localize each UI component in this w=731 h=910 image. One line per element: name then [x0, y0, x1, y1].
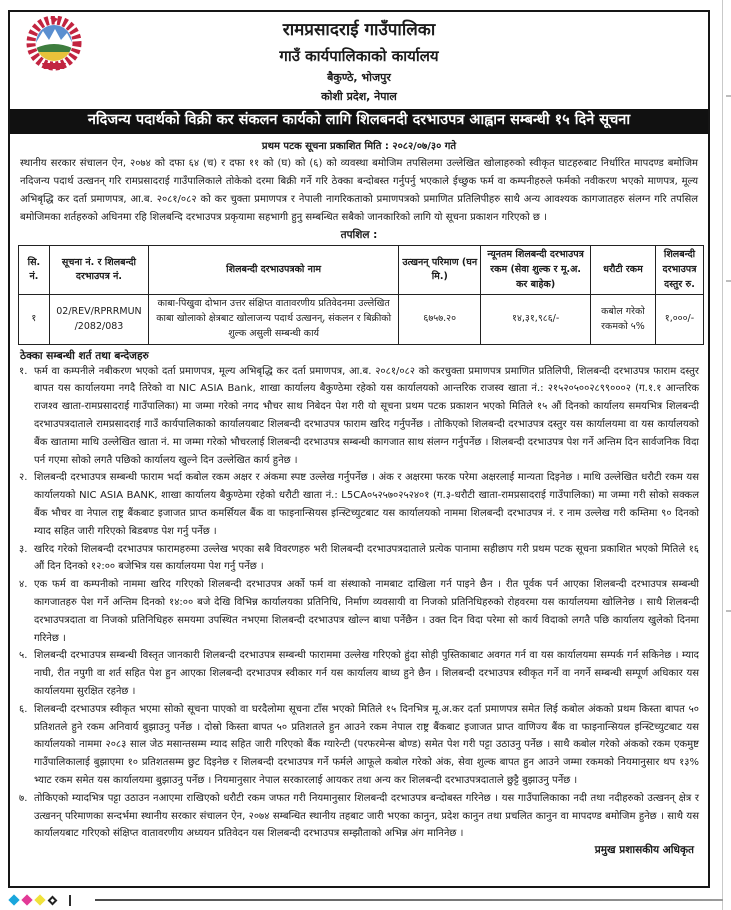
tender-table: [18, 245, 704, 344]
print-registration-marks: [10, 893, 71, 907]
notice-document: [8, 10, 710, 888]
clause-text: शिलबन्दी दरभाउपत्र स्वीकृत भएमा सोको सूचना पाएको वा घरदैलोमा सूचना टाँस भएको मितिले १५ दिनभित्र मू.अ.कर दर्ता प्रमाणपत्र समेत लिई कबोल अंकको प्रथम किस्ता बापत ५० प्रतिशतले हुने रकम अनिवार्य बुझाउनु पर्नेछ । दोस्रो किस्ता बापत ५० प्रतिशतले हुन आउने रकम नेपाल राष्ट्र बैंकबाट इजाजत प्राप्त वाणिज्य बैंक वा फाइनान्सियल इन्स्टिच्युटबाट यस कार्यालयको नाममा २०८३ साल जेठ मसान्तसम्म म्याद सहित जारी गरिएको बैंक ग्यारेन्टी (परफरमेन्स बोण्ड) समेत पेश गरी पट्टा उठाउनु पर्नेछ । साथै कबोल गरेको अंकको रकम एकमुष्ट गाउँपालिकालाई बुझाएमा १० प्रतिशतसम्म छुट दिइनेछ र शिलबन्दी दरभाउपत्र गर्ने फर्मले आफूले कबोल गरेको अंक, सेवा शुल्क बापत हुन आउने जम्मा रकमको नियमानुसार थप १३% भ्याट रकम समेत यस कार्यालयमा बुझाउनु पर्नेछ । नियमानुसार नेपाल सरकारलाई आयकर तथा अन्य कर शिलबन्दी दरभाउपत्रदाताले छुट्टै बुझाउनु पर्नेछ ।: [34, 703, 699, 786]
clause-number: २.: [19, 472, 28, 484]
terms-heading: ठेक्का सम्बन्धी शर्त तथा बन्देजहरु: [20, 349, 149, 362]
registration-diamond-cyan-icon: [8, 894, 19, 905]
clause-4: [19, 576, 699, 647]
nepal-emblem-logo: [22, 16, 86, 76]
newspaper-column-rule: [722, 0, 723, 910]
col-header-name: शिलबन्दी दरभाउपत्रको नाम: [149, 246, 399, 295]
col-header-notice-no: सूचना नं. र शिलबन्दी दरभाउपत्र नं.: [49, 246, 148, 295]
table-row: [19, 295, 704, 344]
clause-number: १.: [19, 365, 28, 377]
margin-tick: [726, 95, 731, 97]
clause-5: [19, 647, 699, 700]
terms-clauses: [10, 363, 708, 844]
cell-fee: १,०००/-: [656, 295, 704, 344]
cell-quantity: ६७५७.२०: [399, 295, 481, 344]
margin-tick: [726, 280, 731, 282]
col-header-min-amount: न्यूनतम शिलबन्दी दरभाउपत्र रकम (सेवा शुल्क र मू.अ. कर बाहेक): [481, 246, 591, 295]
clause-number: ६.: [19, 703, 28, 715]
signatory-title: प्रमुख प्रशासकीय अधिकृत: [594, 844, 694, 857]
registration-diamond-black-icon: [48, 895, 58, 905]
clause-7: [19, 790, 699, 843]
office-province: कोशी प्रदेश, नेपाल: [321, 89, 397, 103]
registration-diamond-yellow-icon: [34, 894, 45, 905]
office-address: बैकुण्ठे, भोजपुर: [327, 71, 391, 85]
intro-paragraph: स्थानीय सरकार संचालन ऐन, २०७४ को दफा ६४ (च) र दफा ११ को (घ) को (६) को व्यवस्था बमोजिम तपसिलमा उल्लेखित खोलाहरुको स्वीकृत घाटहरुबाट निर्धारित मापदण्ड बमोजिम नदिजन्य पदार्थ उत्खनन् गरि रामप्रसादराई गाउँपालिकाले तोकेको दरमा बिक्री गर्ने गरि ठेक्का बन्दोबस्त गर्नुपर्नु भएकाले ईच्छुक फर्म वा कम्पनीहरुले फर्मको नवीकरण भएको माणपत्र, मूल्य अभिबृद्धि कर दर्ता प्रमाणपत्र, आ.ब. २०८१/०८२ को कर चुक्ता प्रमाणपत्र र नेपाली नागरिकताको प्रमाणपत्रको प्रमाणित प्रतिलिपीहरु साथै अन्य आवश्यक कागजातहरु संलग्न गरि तपसिल बमोजिमका शर्तहरुको अधिनमा रहि शिलबन्दि दरभाउपत्र प्रकृयामा सहभागी हुनु सम्बन्धित सबैको जानकारिको लागि यो सूचना प्रकाशन गरिएको छ ।: [20, 157, 698, 224]
column-divider-line: [95, 899, 723, 901]
table-header-row: [19, 246, 704, 295]
clause-3: [19, 541, 699, 577]
clause-text: तोकिएको म्यादभित्र पट्टा उठाउन नआएमा राखिएको धरौटी रकम जफत गरी नियमानुसार शिलबन्दी दरभाउपत्र बन्दोबस्त गरिनेछ । यस गाउँपालिकाका नदी तथा नदीहरुको उत्खनन् क्षेत्र र उत्खनन् परिमाणका सन्दर्भमा स्थानीय सरकार संचालन ऐन, २०७४ सम्बन्धित स्थानीय तहबाट जारी भएका कानुन, प्रदेश कानुन तथा प्रचलित कानुन वा मापदण्ड बमोजिम हुनेछ । साथै यस कार्यालयबाट गरिएको संक्षिप्त वातावरणीय अध्ययन प्रतिवेदन यस शिलबन्दी दरभाउपत्र सम्झौताको अभिन्न अंग मानिनेछ ।: [34, 792, 699, 840]
tapasil-label: तपशिल :: [340, 229, 378, 242]
registration-diamond-magenta-icon: [21, 894, 32, 905]
cell-name: काबा-पिखुवा दोभान उत्तर संक्षिप्त वातावरणीय प्रतिवेदनमा उल्लेखित काबा खोलाको क्षेत्रबाट खोलाजन्य पदार्थ उत्खनन्, संकलन र बिक्रीको शुल्क असुली सम्बन्धी कार्य: [149, 295, 399, 344]
document-header: [10, 12, 708, 109]
col-header-quantity: उत्खनन् परिमाण (घन मि.): [399, 246, 481, 295]
clause-text: खरिद गरेको शिलबन्दी दरभाउपत्र फारामहरुमा उल्लेख भएका सबै विवरणहरु भरी शिलबन्दी दरभाउपत्रदाताले प्रत्येक पानामा सहीछाप गरी प्रथम पटक सूचना प्रकाशित भएको मितिले १६ औं दिन दिनको १२:०० बजेभित्र यस कार्यालयमा पेश गर्नु पर्नेछ ।: [34, 543, 699, 573]
margin-tick: [726, 610, 731, 612]
clause-2: [19, 469, 699, 540]
cell-sn: १: [19, 295, 50, 344]
cell-notice-no: 02/REV/RPRRMUN /2082/083: [49, 295, 148, 344]
office-name: गाउँ कार्यपालिकाको कार्यालय: [279, 46, 439, 65]
col-header-deposit: धरौटी रकम: [590, 246, 655, 295]
clause-text: शिलबन्दी दरभाउपत्र सम्बन्धी फाराम भर्दा कबोल रकम अक्षर र अंकमा स्पष्ट उल्लेख गर्नुपर्नेछ । अंक र अक्षरमा फरक परेमा अक्षरलाई मान्यता दिइनेछ । माथि उल्लेखित धरौटी रकम यस कार्यालयको NIC ASIA BANK, शाखा कार्यालय बैकुण्ठेमा रहेको धरौटी खाता नं.: L5CA०५२५७०२५२४०१ (ग.३-धरौटी खाता-रामप्रसादराई गाउँपालिका) मा जम्मा गरी सोको सक्कल बैंक भौचर वा नेपाल राष्ट्र बैंकबाट इजाजत प्राप्त कमर्सियल बैंक वा फाइनान्सियस इन्स्टिच्युटबाट यस कार्यालयको नाममा शिलबन्दी दरभाउपत्र नं. र नाम उल्लेख गरी कम्तिमा ९० दिनको म्याद सहित जारी गरिएको बिडबण्ड पेश गर्नु पर्नेछ ।: [34, 472, 699, 537]
clause-text: एक फर्म वा कम्पनीको नाममा खरिद गरिएको शिलबन्दी दरभाउपत्र अर्को फर्म वा संस्थाको नामबाट दाखिला गर्न पाइने छैन । रीत पूर्वक पर्न आएका शिलबन्दी दरभाउपत्र सम्बन्धी कागजातहरु पेश गर्ने अन्तिम दिनको १४:०० बजे देखि विभिन्न कार्यालयका प्रतिनिधि, निर्माण व्यवसायी वा निजको प्रतिनिधिहरुको रोहवरमा यस कार्यालयमा खोलिनेछ । साथै शिलबन्दी दरभाउपत्रदाता वा निजको प्रतिनिधिहरु समयमा उपस्थित नभएमा शिलबन्दी दरभाउपत्र खोल्न बाधा पर्नेछैन । उक्त दिन विदा परेमा सो कार्य विदाको लगतै पछि कार्यालय खुलेको दिनमा गरिनेछ ।: [34, 579, 699, 644]
clause-text: शिलबन्दी दरभाउपत्र सम्बन्धी विस्तृत जानकारी शिलबन्दी दरभाउपत्र सम्बन्धी फाराममा उल्लेख गरिएको हुंदा सोही पुस्तिकाबाट अवगत गर्न वा यस कार्यालयमा सम्पर्क गर्न सकिनेछ । म्याद नाघी, रीत नपुगी वा शर्त सहित पेश हुन आएका शिलबन्दी दरभाउपत्र स्वीकार गर्न यस कार्यालय बाध्य हुने छैन । शिलबन्दी दरभाउपत्र स्वीकृत गर्ने वा नगर्ने सम्बन्धी सम्पूर्ण अधिकार यस कार्यालयमा सुरक्षित रहनेछ ।: [34, 650, 699, 697]
clause-1: [19, 363, 699, 470]
clause-number: ४.: [19, 579, 28, 591]
cell-min-amount: १४,३१,९८६/-: [481, 295, 591, 344]
cell-deposit: कबोल गरेको रकमको ५%: [590, 295, 655, 344]
registration-tick: [69, 895, 71, 906]
published-date-line: प्रथम पटक सूचना प्रकाशित मिति : २०८२/०७/३० गते: [261, 140, 457, 152]
col-header-sn: सि. नं.: [19, 246, 50, 295]
col-header-fee: शिलबन्दी दरभाउपत्र दस्तुर रु.: [656, 246, 704, 295]
clause-number: ५.: [19, 650, 28, 662]
clause-text: फर्म वा कम्पनीले नबीकरण भएको दर्ता प्रमाणपत्र, मूल्य अभिबृद्धि कर दर्ता प्रमाणपत्र, आ.ब. २०८१/०८२ को करचुक्ता प्रमाणपत्र प्रमाणित प्रतिलिपी, शिलबन्दी दरभाउपत्र फाराम दस्तुर बापत यस कार्यालयमा नगदै तिरेको वा NIC ASIA Bank, शाखा कार्यालय बैकुण्ठेमा रहेको यस कार्यालयको आन्तरिक राजस्व खाता नं.: २१५२०५००२८९९०००२ (ग.१.१ आन्तरिक राजश्व खाता-रामप्रसादराई गाउँपालिका) मा जम्मा गरेको नगद भौचर साथ निबेदन पेश गरी यो सूचना प्रथम पटक प्रकाशन भएको मितिले १५ औं दिनको कार्यालय समयभित्र शिलबन्दी दरभाउपत्रदाताले रामप्रसादराई गाउँ कार्यपालिकाको कार्यालयबाट शिलबन्दी दरभाउपत्र फाराम खरिद गर्नुपर्नेछ । तोकिएको शिलबन्दी दरभाउपत्र दस्तुर यस कार्यालयमा वा यस कार्यालयको बैंक खातामा माथि उल्लेखित खाता नं. मा जम्मा गरेको भौचरलाई शिलबन्दी दरभाउपत्र सम्बन्धी कागजात साथ संलग्न गर्नुपर्नेछ । शिलबन्दी दरभाउपत्र पेश गर्ने अन्तिम दिन सार्वजनिक विदा पर्न गएमा सोको लगतै पछिको कार्यालय खुल्ने दिन उल्लेखित कार्य हुनेछ ।: [34, 365, 699, 466]
notice-title: नदिजन्य पदार्थको विक्री कर संकलन कार्यको लागि शिलबनदी दरभाउपत्र आह्वान सम्बन्धी १५ दिने सूचना: [10, 109, 708, 133]
clause-number: ३.: [19, 543, 28, 555]
clause-6: [19, 701, 699, 790]
municipality-name: रामप्रसादराई गाउँपालिका: [282, 20, 436, 40]
clause-number: ७.: [19, 792, 28, 804]
